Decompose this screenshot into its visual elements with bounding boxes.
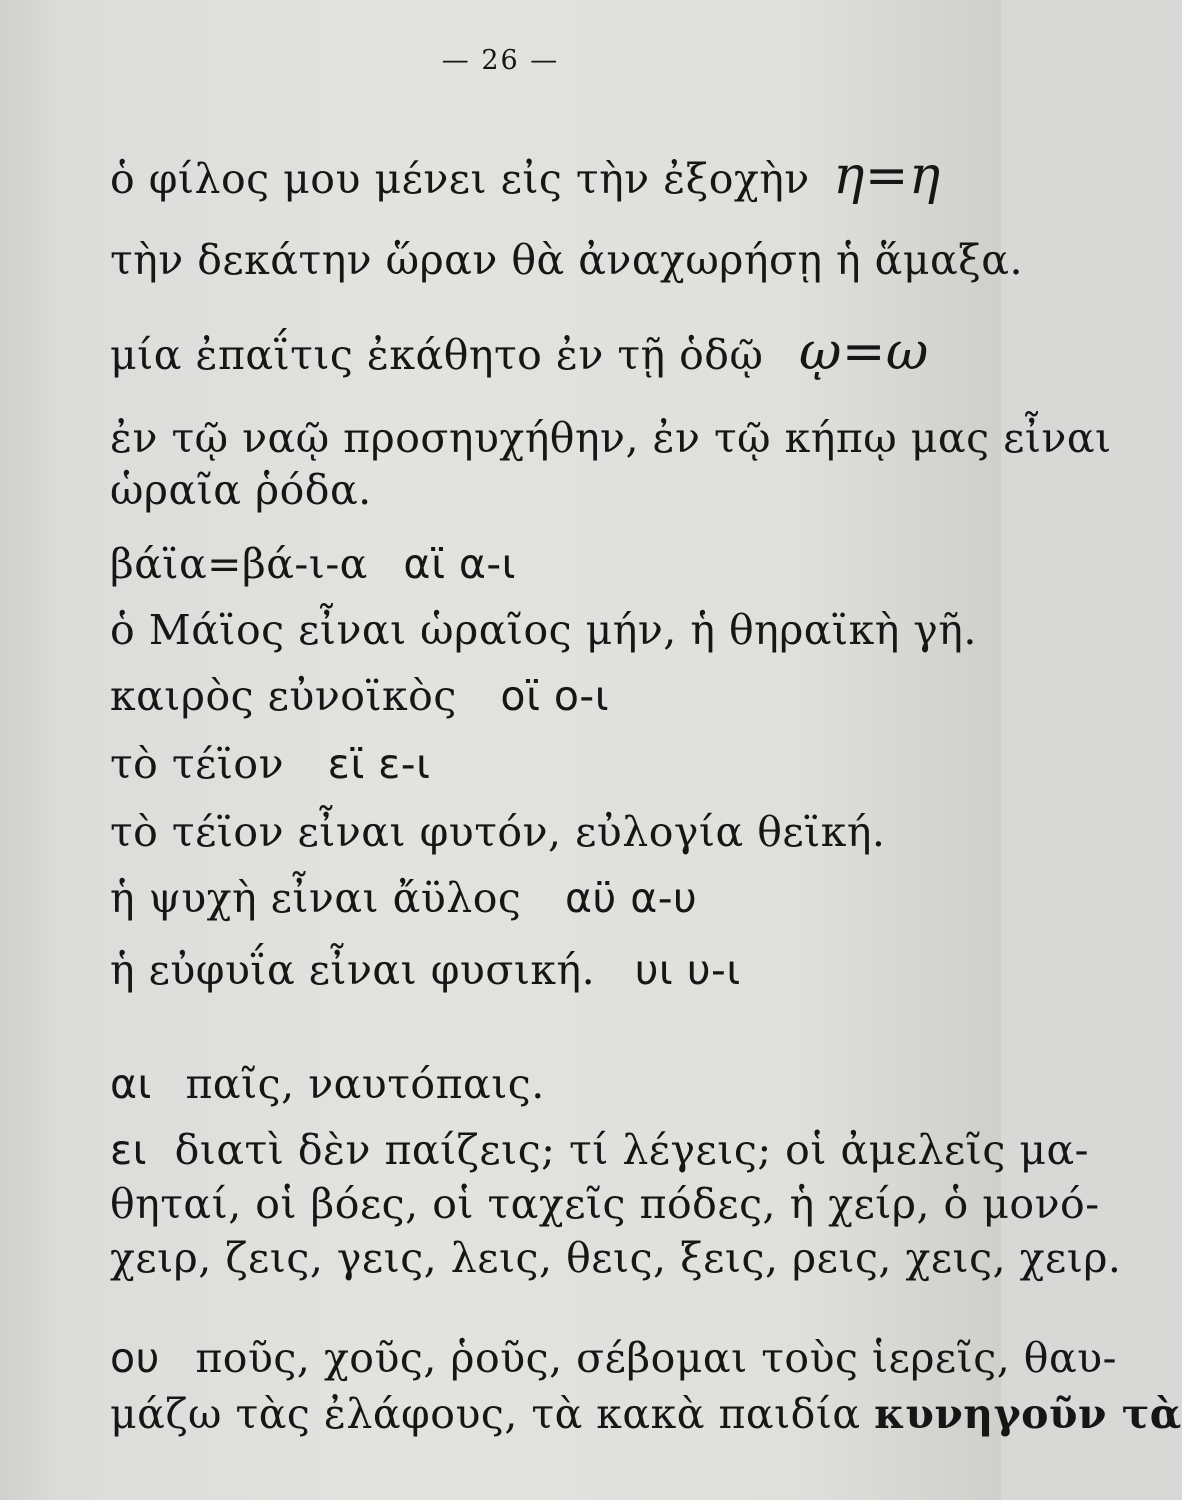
- line-text: ποῦς, χοῦς, ῥοῦς, σέβομαι τοὺς ἱερεῖς, θαυ-: [195, 1334, 1117, 1382]
- line-text: ἡ εὐφυΐα εἶναι φυσική.: [110, 946, 596, 994]
- text-line: [110, 1126, 1090, 1174]
- line-text: διατὶ δὲν παίζεις; τί λέγεις; οἱ ἀμελεῖς μα-: [174, 1126, 1090, 1174]
- text-line: [110, 1234, 1122, 1282]
- text-line: [110, 1390, 1182, 1438]
- line-text: παῖς, ναυτόπαις.: [185, 1060, 545, 1108]
- letter-pair: αι: [110, 1060, 152, 1108]
- text-line: [110, 466, 961, 514]
- letter-pair: υι υ-ι: [634, 946, 741, 994]
- line-text-bold: κυνηγοῦν τὰ: [874, 1390, 1182, 1438]
- line-text: μάζω τὰς ἐλάφους, τὰ κακὰ παιδία: [110, 1390, 861, 1438]
- line-text: ὁ Μάϊος εἶναι ὡραῖος μήν, ἡ θηραϊκὴ γῆ.: [110, 606, 977, 654]
- text-line: [110, 606, 977, 654]
- line-text: τὴν δεκάτην ὥραν θὰ ἀναχωρήσῃ ἡ ἅμαξα.: [110, 236, 1023, 284]
- line-text: καιρὸς εὐνοϊκὸς: [110, 672, 457, 720]
- text-line: [110, 414, 1112, 462]
- line-text: χειρ, ζεις, γεις, λεις, θεις, ξεις, ρεις, χεις, χειρ.: [110, 1234, 1122, 1282]
- letter-pair: ου: [110, 1334, 160, 1382]
- text-line: [110, 946, 961, 994]
- text-line: [110, 808, 961, 856]
- line-text: ὡραῖα ῥόδα.: [110, 466, 372, 514]
- line-text: θηταί, οἱ βόες, οἱ ταχεῖς πόδες, ἡ χείρ, ὁ μονό-: [110, 1180, 1100, 1228]
- letter-pair: ει: [110, 1126, 148, 1174]
- line-text: μία ἐπαΐτις ἐκάθητο ἐν τῇ ὁδῷ: [110, 331, 764, 379]
- line-text: ἐν τῷ ναῷ προσηυχήθην, ἐν τῷ κήπῳ μας εἶναι: [110, 414, 1112, 462]
- letter-pair: αϊ α-ι: [403, 540, 517, 588]
- line-text: ἡ ψυχὴ εἶναι ἄϋλος: [110, 874, 522, 922]
- line-text: τὸ τέϊον: [110, 740, 285, 788]
- text-line: [110, 740, 961, 788]
- text-line: [110, 236, 1023, 284]
- line-text: τὸ τέϊον εἶναι φυτόν, εὐλογία θεϊκή.: [110, 808, 886, 856]
- letter-pair: η=η: [833, 146, 941, 206]
- line-text: βάϊα=βά-ι-α: [110, 540, 368, 588]
- text-line: [110, 146, 961, 206]
- page-number: — 26 —: [441, 45, 560, 76]
- letter-pair: ῳ=ω: [798, 322, 929, 382]
- letter-pair: αϋ α-υ: [564, 874, 698, 922]
- text-line: [110, 322, 961, 382]
- text-line: [110, 874, 961, 922]
- text-line: [110, 1180, 1100, 1228]
- letter-pair: εϊ ε-ι: [327, 740, 431, 788]
- text-line: [110, 1060, 961, 1108]
- letter-pair: οϊ ο-ι: [500, 672, 610, 720]
- text-line: [110, 672, 961, 720]
- text-line: [110, 540, 961, 588]
- line-text: ὁ φίλος μου μένει εἰς τὴν ἐξοχὴν: [110, 155, 810, 203]
- text-line: [110, 1334, 1117, 1382]
